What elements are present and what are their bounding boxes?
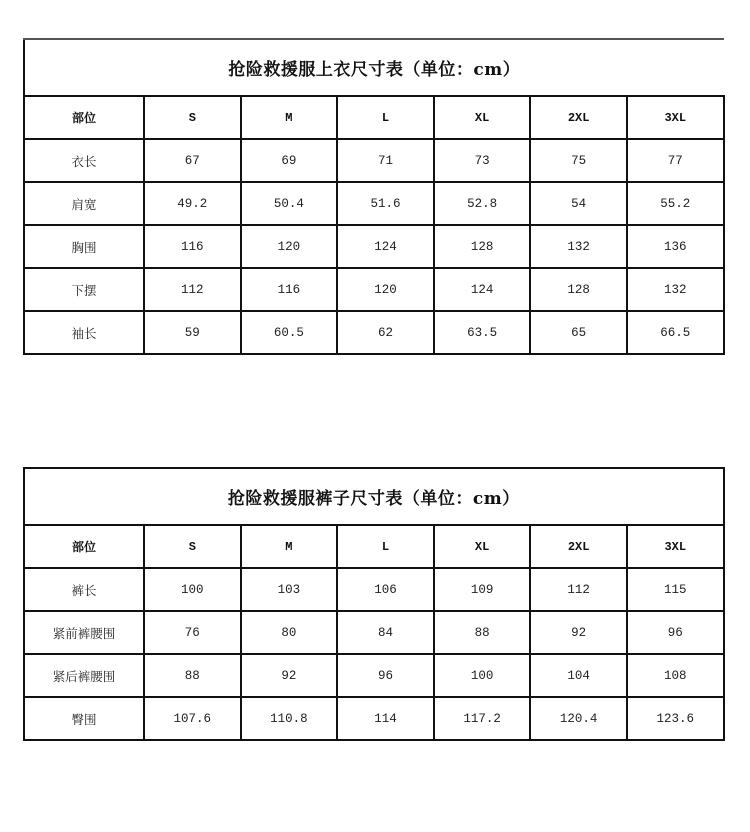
table-cell: 112 bbox=[530, 568, 627, 611]
header-size-2xl: 2XL bbox=[530, 525, 627, 568]
table-row bbox=[24, 225, 724, 268]
header-size-s: S bbox=[144, 525, 241, 568]
table-cell: 132 bbox=[627, 268, 724, 311]
table-row bbox=[24, 654, 724, 697]
header-size-2xl: 2XL bbox=[530, 96, 627, 139]
table-cell: 71 bbox=[337, 139, 434, 182]
table-cell: 100 bbox=[434, 654, 531, 697]
table-cell: 54 bbox=[530, 182, 627, 225]
table-cell: 104 bbox=[530, 654, 627, 697]
table-cell: 132 bbox=[530, 225, 627, 268]
row-label: 衣长 bbox=[24, 139, 144, 182]
table-cell: 80 bbox=[241, 611, 338, 654]
row-label: 紧前裤腰围 bbox=[24, 611, 144, 654]
table-cell: 116 bbox=[241, 268, 338, 311]
table-title-row bbox=[24, 468, 724, 525]
header-size-l: L bbox=[337, 525, 434, 568]
row-label: 紧后裤腰围 bbox=[24, 654, 144, 697]
table-cell: 106 bbox=[337, 568, 434, 611]
tops-size-table bbox=[23, 38, 725, 355]
table-cell: 112 bbox=[144, 268, 241, 311]
table-cell: 88 bbox=[434, 611, 531, 654]
tops-table-title: 抢险救援服上衣尺寸表（单位：cm） bbox=[24, 39, 724, 96]
table-cell: 52.8 bbox=[434, 182, 531, 225]
table-cell: 96 bbox=[627, 611, 724, 654]
pants-size-table bbox=[23, 467, 725, 741]
table-cell: 116 bbox=[144, 225, 241, 268]
table-title-row bbox=[24, 39, 724, 96]
table-row bbox=[24, 182, 724, 225]
table-cell: 96 bbox=[337, 654, 434, 697]
table-cell: 128 bbox=[530, 268, 627, 311]
row-label: 胸围 bbox=[24, 225, 144, 268]
table-cell: 51.6 bbox=[337, 182, 434, 225]
header-size-xl: XL bbox=[434, 96, 531, 139]
table-cell: 73 bbox=[434, 139, 531, 182]
table-cell: 107.6 bbox=[144, 697, 241, 740]
table-cell: 66.5 bbox=[627, 311, 724, 354]
row-label: 袖长 bbox=[24, 311, 144, 354]
table-cell: 120 bbox=[241, 225, 338, 268]
table-cell: 136 bbox=[627, 225, 724, 268]
table-cell: 103 bbox=[241, 568, 338, 611]
row-label: 臀围 bbox=[24, 697, 144, 740]
table-cell: 75 bbox=[530, 139, 627, 182]
header-size-l: L bbox=[337, 96, 434, 139]
table-cell: 123.6 bbox=[627, 697, 724, 740]
table-cell: 55.2 bbox=[627, 182, 724, 225]
table-header-row bbox=[24, 525, 724, 568]
table-row bbox=[24, 139, 724, 182]
table-cell: 120 bbox=[337, 268, 434, 311]
header-size-m: M bbox=[241, 96, 338, 139]
table-cell: 84 bbox=[337, 611, 434, 654]
table-cell: 115 bbox=[627, 568, 724, 611]
table-row bbox=[24, 611, 724, 654]
table-cell: 50.4 bbox=[241, 182, 338, 225]
table-cell: 59 bbox=[144, 311, 241, 354]
table-cell: 49.2 bbox=[144, 182, 241, 225]
table-row bbox=[24, 311, 724, 354]
header-size-m: M bbox=[241, 525, 338, 568]
table-cell: 100 bbox=[144, 568, 241, 611]
row-label: 肩宽 bbox=[24, 182, 144, 225]
table-cell: 109 bbox=[434, 568, 531, 611]
table-cell: 120.4 bbox=[530, 697, 627, 740]
header-size-s: S bbox=[144, 96, 241, 139]
table-cell: 67 bbox=[144, 139, 241, 182]
header-size-3xl: 3XL bbox=[627, 96, 724, 139]
table-cell: 114 bbox=[337, 697, 434, 740]
row-label: 裤长 bbox=[24, 568, 144, 611]
table-cell: 62 bbox=[337, 311, 434, 354]
table-cell: 124 bbox=[337, 225, 434, 268]
table-cell: 110.8 bbox=[241, 697, 338, 740]
table-header-row bbox=[24, 96, 724, 139]
table-cell: 60.5 bbox=[241, 311, 338, 354]
table-cell: 92 bbox=[530, 611, 627, 654]
table-cell: 128 bbox=[434, 225, 531, 268]
table-cell: 65 bbox=[530, 311, 627, 354]
header-part: 部位 bbox=[24, 525, 144, 568]
table-row bbox=[24, 268, 724, 311]
pants-table-title: 抢险救援服裤子尺寸表（单位：cm） bbox=[24, 468, 724, 525]
table-row bbox=[24, 697, 724, 740]
row-label: 下摆 bbox=[24, 268, 144, 311]
table-cell: 108 bbox=[627, 654, 724, 697]
header-size-xl: XL bbox=[434, 525, 531, 568]
table-row bbox=[24, 568, 724, 611]
table-cell: 63.5 bbox=[434, 311, 531, 354]
table-cell: 76 bbox=[144, 611, 241, 654]
table-cell: 88 bbox=[144, 654, 241, 697]
header-part: 部位 bbox=[24, 96, 144, 139]
table-cell: 77 bbox=[627, 139, 724, 182]
header-size-3xl: 3XL bbox=[627, 525, 724, 568]
table-cell: 92 bbox=[241, 654, 338, 697]
table-cell: 124 bbox=[434, 268, 531, 311]
table-cell: 69 bbox=[241, 139, 338, 182]
table-cell: 117.2 bbox=[434, 697, 531, 740]
